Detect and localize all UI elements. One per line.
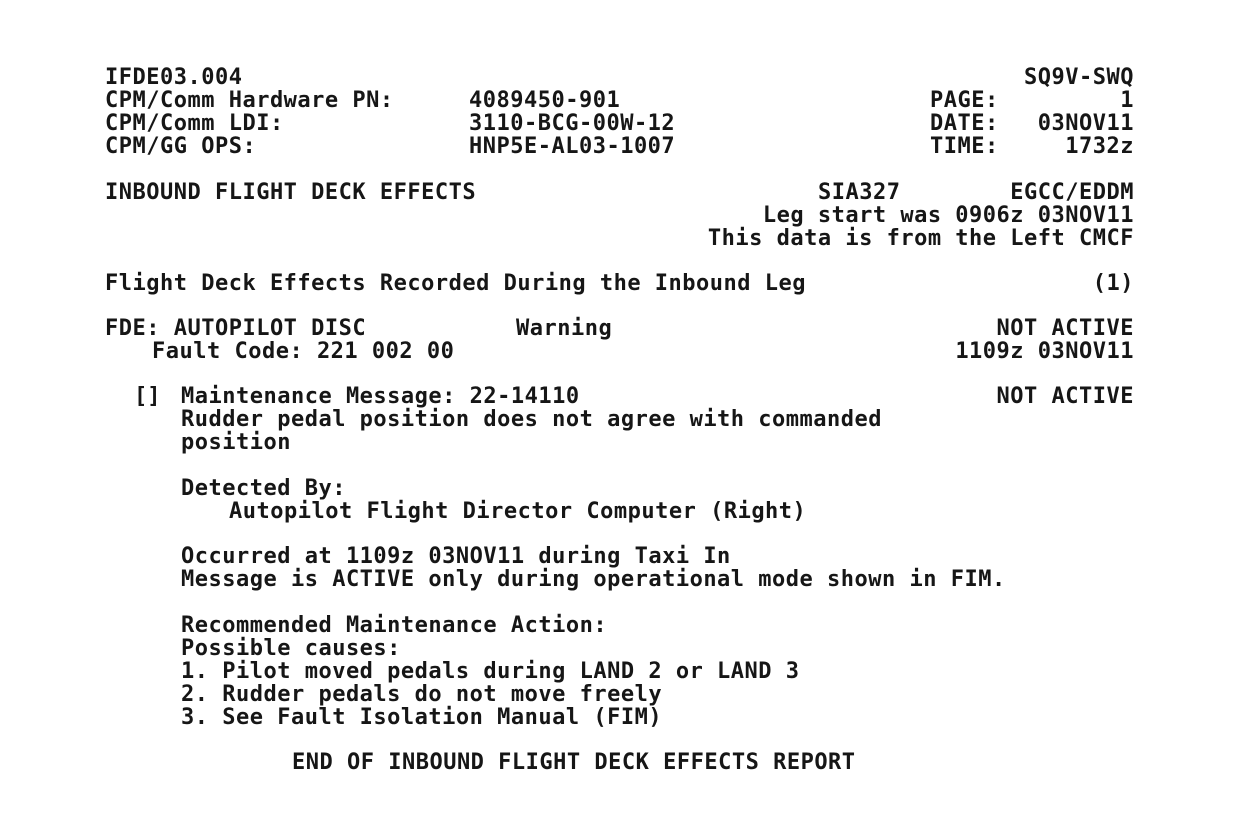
- ops-label: CPM/GG OPS:: [105, 134, 257, 159]
- maintenance-desc-line1: Rudder pedal position does not agree with commanded: [181, 407, 883, 432]
- hw-pn-value: 4089450-901: [469, 88, 621, 113]
- active-note: Message is ACTIVE only during operational mode shown in FIM.: [181, 567, 1006, 592]
- maintenance-checkbox: []: [134, 384, 161, 409]
- fde-label: FDE: AUTOPILOT DISC: [105, 316, 367, 341]
- end-of-report: END OF INBOUND FLIGHT DECK EFFECTS REPORT: [292, 750, 856, 775]
- report-id: IFDE03.004: [105, 65, 243, 90]
- page-label: PAGE:: [930, 88, 999, 113]
- cause-item: 2. Rudder pedals do not move freely: [181, 682, 663, 707]
- ops-value: HNP5E-AL03-1007: [469, 134, 676, 159]
- fault-timestamp: 1109z 03NOV11: [955, 339, 1134, 364]
- hw-pn-label: CPM/Comm Hardware PN:: [105, 88, 394, 113]
- detected-by-label: Detected By:: [181, 476, 346, 501]
- recorded-count: (1): [1092, 271, 1134, 296]
- leg-start: Leg start was 0906z 03NOV11: [762, 203, 1134, 228]
- page-value: 1: [1120, 88, 1134, 113]
- detected-by-value: Autopilot Flight Director Computer (Right): [229, 499, 807, 524]
- fault-code: Fault Code: 221 002 00: [152, 339, 455, 364]
- action-label: Recommended Maintenance Action:: [181, 613, 608, 638]
- causes-label: Possible causes:: [181, 636, 401, 661]
- occurred-line: Occurred at 1109z 03NOV11 during Taxi In: [181, 544, 731, 569]
- section-title: INBOUND FLIGHT DECK EFFECTS: [105, 180, 477, 205]
- time-label: TIME:: [930, 134, 999, 159]
- maintenance-message-title: Maintenance Message: 22-14110: [181, 384, 580, 409]
- date-value: 03NOV11: [1037, 111, 1134, 136]
- cause-item: 3. See Fault Isolation Manual (FIM): [181, 705, 663, 730]
- ldi-label: CPM/Comm LDI:: [105, 111, 284, 136]
- fde-severity: Warning: [516, 316, 613, 341]
- aircraft-registration: SQ9V-SWQ: [1024, 65, 1134, 90]
- time-value: 1732z: [1065, 134, 1134, 159]
- ldi-value: 3110-BCG-00W-12: [469, 111, 676, 136]
- maintenance-desc-line2: position: [181, 430, 291, 455]
- date-label: DATE:: [930, 111, 999, 136]
- cause-item: 1. Pilot moved pedals during LAND 2 or LAND 3: [181, 659, 800, 684]
- recorded-heading: Flight Deck Effects Recorded During the Inbound Leg: [105, 271, 807, 296]
- data-source: This data is from the Left CMCF: [707, 226, 1134, 251]
- fde-status: NOT ACTIVE: [996, 316, 1134, 341]
- flight-number: SIA327: [818, 180, 901, 205]
- route: EGCC/EDDM: [1010, 180, 1134, 205]
- maintenance-status: NOT ACTIVE: [996, 384, 1134, 409]
